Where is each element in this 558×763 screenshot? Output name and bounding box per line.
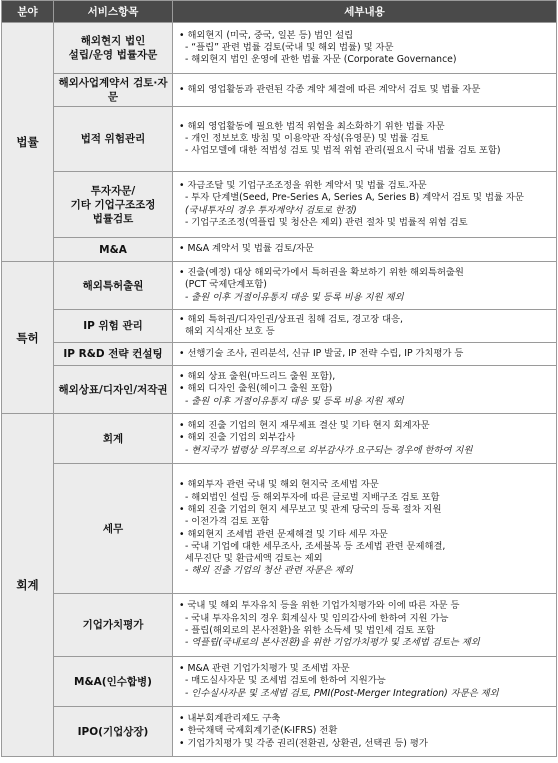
detail-line: 해외 지식재산 보호 등 <box>185 326 275 337</box>
table-row <box>2 657 557 707</box>
detail-cell <box>173 23 557 74</box>
detail-cell <box>173 594 557 657</box>
table-row <box>2 310 557 343</box>
table-row <box>2 172 557 238</box>
table-header-row <box>2 1 557 23</box>
detail-line: • M&A 계약서 및 법률 검토/자문 <box>179 243 314 255</box>
detail-line: - 해외 진출 기업의 청산 관련 자문은 제외 <box>185 565 353 577</box>
table-row <box>2 414 557 464</box>
detail-cell <box>173 172 557 238</box>
detail-line: (PCT 국제단계포함) <box>185 279 267 291</box>
table-row <box>2 464 557 594</box>
detail-cell <box>173 366 557 414</box>
service-cell: IP R&D 전략 컨설팅 <box>54 343 173 366</box>
detail-cell <box>173 262 557 310</box>
detail-cell <box>173 310 557 343</box>
detail-line: - 투자 단계별(Seed, Pre-Series A, Series A, Series B) 계약서 검토 및 법률 자문 <box>185 192 524 204</box>
area-cell: 법률 <box>2 23 54 262</box>
service-cell: 회계 <box>54 414 173 464</box>
service-cell: 해외사업계약서 검토·자문 <box>54 74 173 107</box>
detail-line: - 매도실사자문 및 조세법 검토에 한하여 지원가능 <box>185 675 386 687</box>
detail-cell <box>173 414 557 464</box>
service-cell: 해외특허출원 <box>54 262 173 310</box>
service-cell: 해외상표/디자인/저작권 <box>54 366 173 414</box>
detail-line: - 사업모델에 대한 적법성 검토 및 법적 위험 관리(필요시 국내 법률 검토 포함) <box>185 145 501 157</box>
detail-line: • 한국채택 국제회계기준(K-IFRS) 전환 <box>179 725 338 737</box>
service-cell: IPO(기업상장) <box>54 707 173 757</box>
table-row <box>2 343 557 366</box>
detail-line: • 해외현지 조세법 관련 문제해결 및 기타 세무 자문 <box>179 528 388 540</box>
service-cell: M&A <box>54 238 173 262</box>
service-cell: 법적 위험관리 <box>54 107 173 172</box>
detail-line: • 해외 영업활동과 관련된 각종 계약 체결에 따른 계약서 검토 및 법률 자문 <box>179 83 481 95</box>
header-service: 서비스항목 <box>54 1 173 23</box>
detail-line: - 국내 투자유치의 경우 회계실사 및 임의감사에 한하여 지원 가능 <box>185 612 449 624</box>
detail-line: - 이전가격 검토 포함 <box>185 516 270 528</box>
detail-line: • M&A 관련 기업가치평가 및 조세법 자문 <box>179 663 350 675</box>
detail-line: - 플립(해외로의 본사전환)을 위한 소득세 및 법인세 검토 포함 <box>185 625 435 636</box>
detail-line: (국내투자의 경우 투자계약서 검토로 한정) <box>185 204 357 216</box>
detail-line: • 진출(예정) 대상 해외국가에서 특허권을 확보하기 위한 해외특허출원 <box>179 267 464 279</box>
detail-line: - 기업구조조정(역플립 및 청산은 제외) 관련 절차 및 법률적 위험 검토 <box>185 216 468 228</box>
detail-line: • 해외 진출 기업의 외부감사 <box>179 432 296 444</box>
service-cell: M&A(인수합병) <box>54 657 173 707</box>
table-row <box>2 594 557 657</box>
table-row <box>2 74 557 107</box>
detail-cell <box>173 657 557 707</box>
detail-line: • 해외투자 관련 국내 및 해외 현지국 조세법 자문 <box>179 479 379 491</box>
detail-line: • 해외 디자인 출원(헤이그 출원 포함) <box>179 383 333 395</box>
header-area: 분야 <box>2 1 54 23</box>
table-row <box>2 23 557 74</box>
detail-line: • 자금조달 및 기업구조조정을 위한 계약서 및 법률 검토.자문 <box>179 179 427 191</box>
detail-line: • 해외현지 (미국, 중국, 일본 등) 법인 설립 <box>179 29 354 41</box>
detail-line: - 인수실사자문 및 조세법 검토, PMI(Post-Merger Integration) 자문은 제외 <box>185 687 499 699</box>
service-cell: 해외현지 법인 설립/운영 법률자문 <box>54 23 173 74</box>
detail-line: - 현지국가 법령상 의무적으로 외부감사가 요구되는 경우에 한하여 지원 <box>185 444 473 456</box>
detail-cell <box>173 707 557 757</box>
service-table <box>1 0 557 757</box>
detail-line: • 해외 특허권/디자인권/상표권 침해 검토, 경고장 대응, <box>179 313 403 325</box>
detail-cell <box>173 74 557 107</box>
service-cell: 투자자문/ 기타 기업구조조정 법률검토 <box>54 172 173 238</box>
table-row <box>2 707 557 757</box>
service-cell: 세무 <box>54 464 173 594</box>
detail-line: 세무진단 및 환급세액 검토는 제외 <box>185 553 323 565</box>
detail-line: • 해외 진출 기업의 현지 세무보고 및 관계 당국의 등록 절차 지원 <box>179 503 442 515</box>
detail-cell <box>173 343 557 366</box>
header-detail: 세부내용 <box>173 1 557 23</box>
detail-line: • 선행기술 조사, 권리분석, 신규 IP 발굴, IP 전략 수립, IP 가치평가 등 <box>179 347 464 359</box>
detail-line: - 해외법인 설립 등 해외투자에 따른 글로벌 지배구조 검토 포함 <box>185 491 440 503</box>
detail-line: • 기업가치평가 및 각종 권리(전환권, 상환권, 선택권 등) 평가 <box>179 737 428 749</box>
table-body <box>2 23 557 757</box>
detail-line: - 역플립(국내로의 본사전환)을 위한 기업가치평가 및 조세법 검토는 제외 <box>185 637 480 649</box>
area-cell: 회계 <box>2 414 54 757</box>
detail-cell <box>173 107 557 172</box>
detail-cell <box>173 464 557 594</box>
detail-line: - 해외현지 법인 운영에 관한 법률 자문 (Corporate Governance) <box>185 54 457 66</box>
table-row <box>2 238 557 262</box>
detail-line: - 국내 기업에 대한 세무조사, 조세불복 등 조세법 관련 문제해결, <box>185 540 446 552</box>
detail-line: - 출원 이후 거절이유통지 대응 및 등록 비용 지원 제외 <box>185 291 404 303</box>
detail-line: • 해외 상표 출원(마드리드 출원 포함), <box>179 371 336 383</box>
table-row <box>2 107 557 172</box>
detail-line: • 해외 진출 기업의 현지 재무제표 결산 및 기타 현지 회계자문 <box>179 420 430 432</box>
area-cell: 특허 <box>2 262 54 414</box>
table-row <box>2 366 557 414</box>
detail-line: • 내부회계관리제도 구축 <box>179 713 281 725</box>
detail-line: • 국내 및 해외 투자유치 등을 위한 기업가치평가와 이에 따른 자문 등 <box>179 600 460 612</box>
detail-line: - “플립” 관련 법률 검토(국내 및 해외 법률) 및 자문 <box>185 41 394 53</box>
detail-cell <box>173 238 557 262</box>
service-cell: 기업가치평가 <box>54 594 173 657</box>
detail-line: • 해외 영업활동에 필요한 법적 위험을 최소화하기 위한 법률 자문 <box>179 120 445 132</box>
detail-line: - 개인 정보보호 방침 및 이용약관 작성(유영문) 및 법률 검토 <box>185 132 429 144</box>
table-row <box>2 262 557 310</box>
service-cell: IP 위험 관리 <box>54 310 173 343</box>
detail-line: - 출원 이후 거절이유통지 대응 및 등록 비용 지원 제외 <box>185 395 404 407</box>
